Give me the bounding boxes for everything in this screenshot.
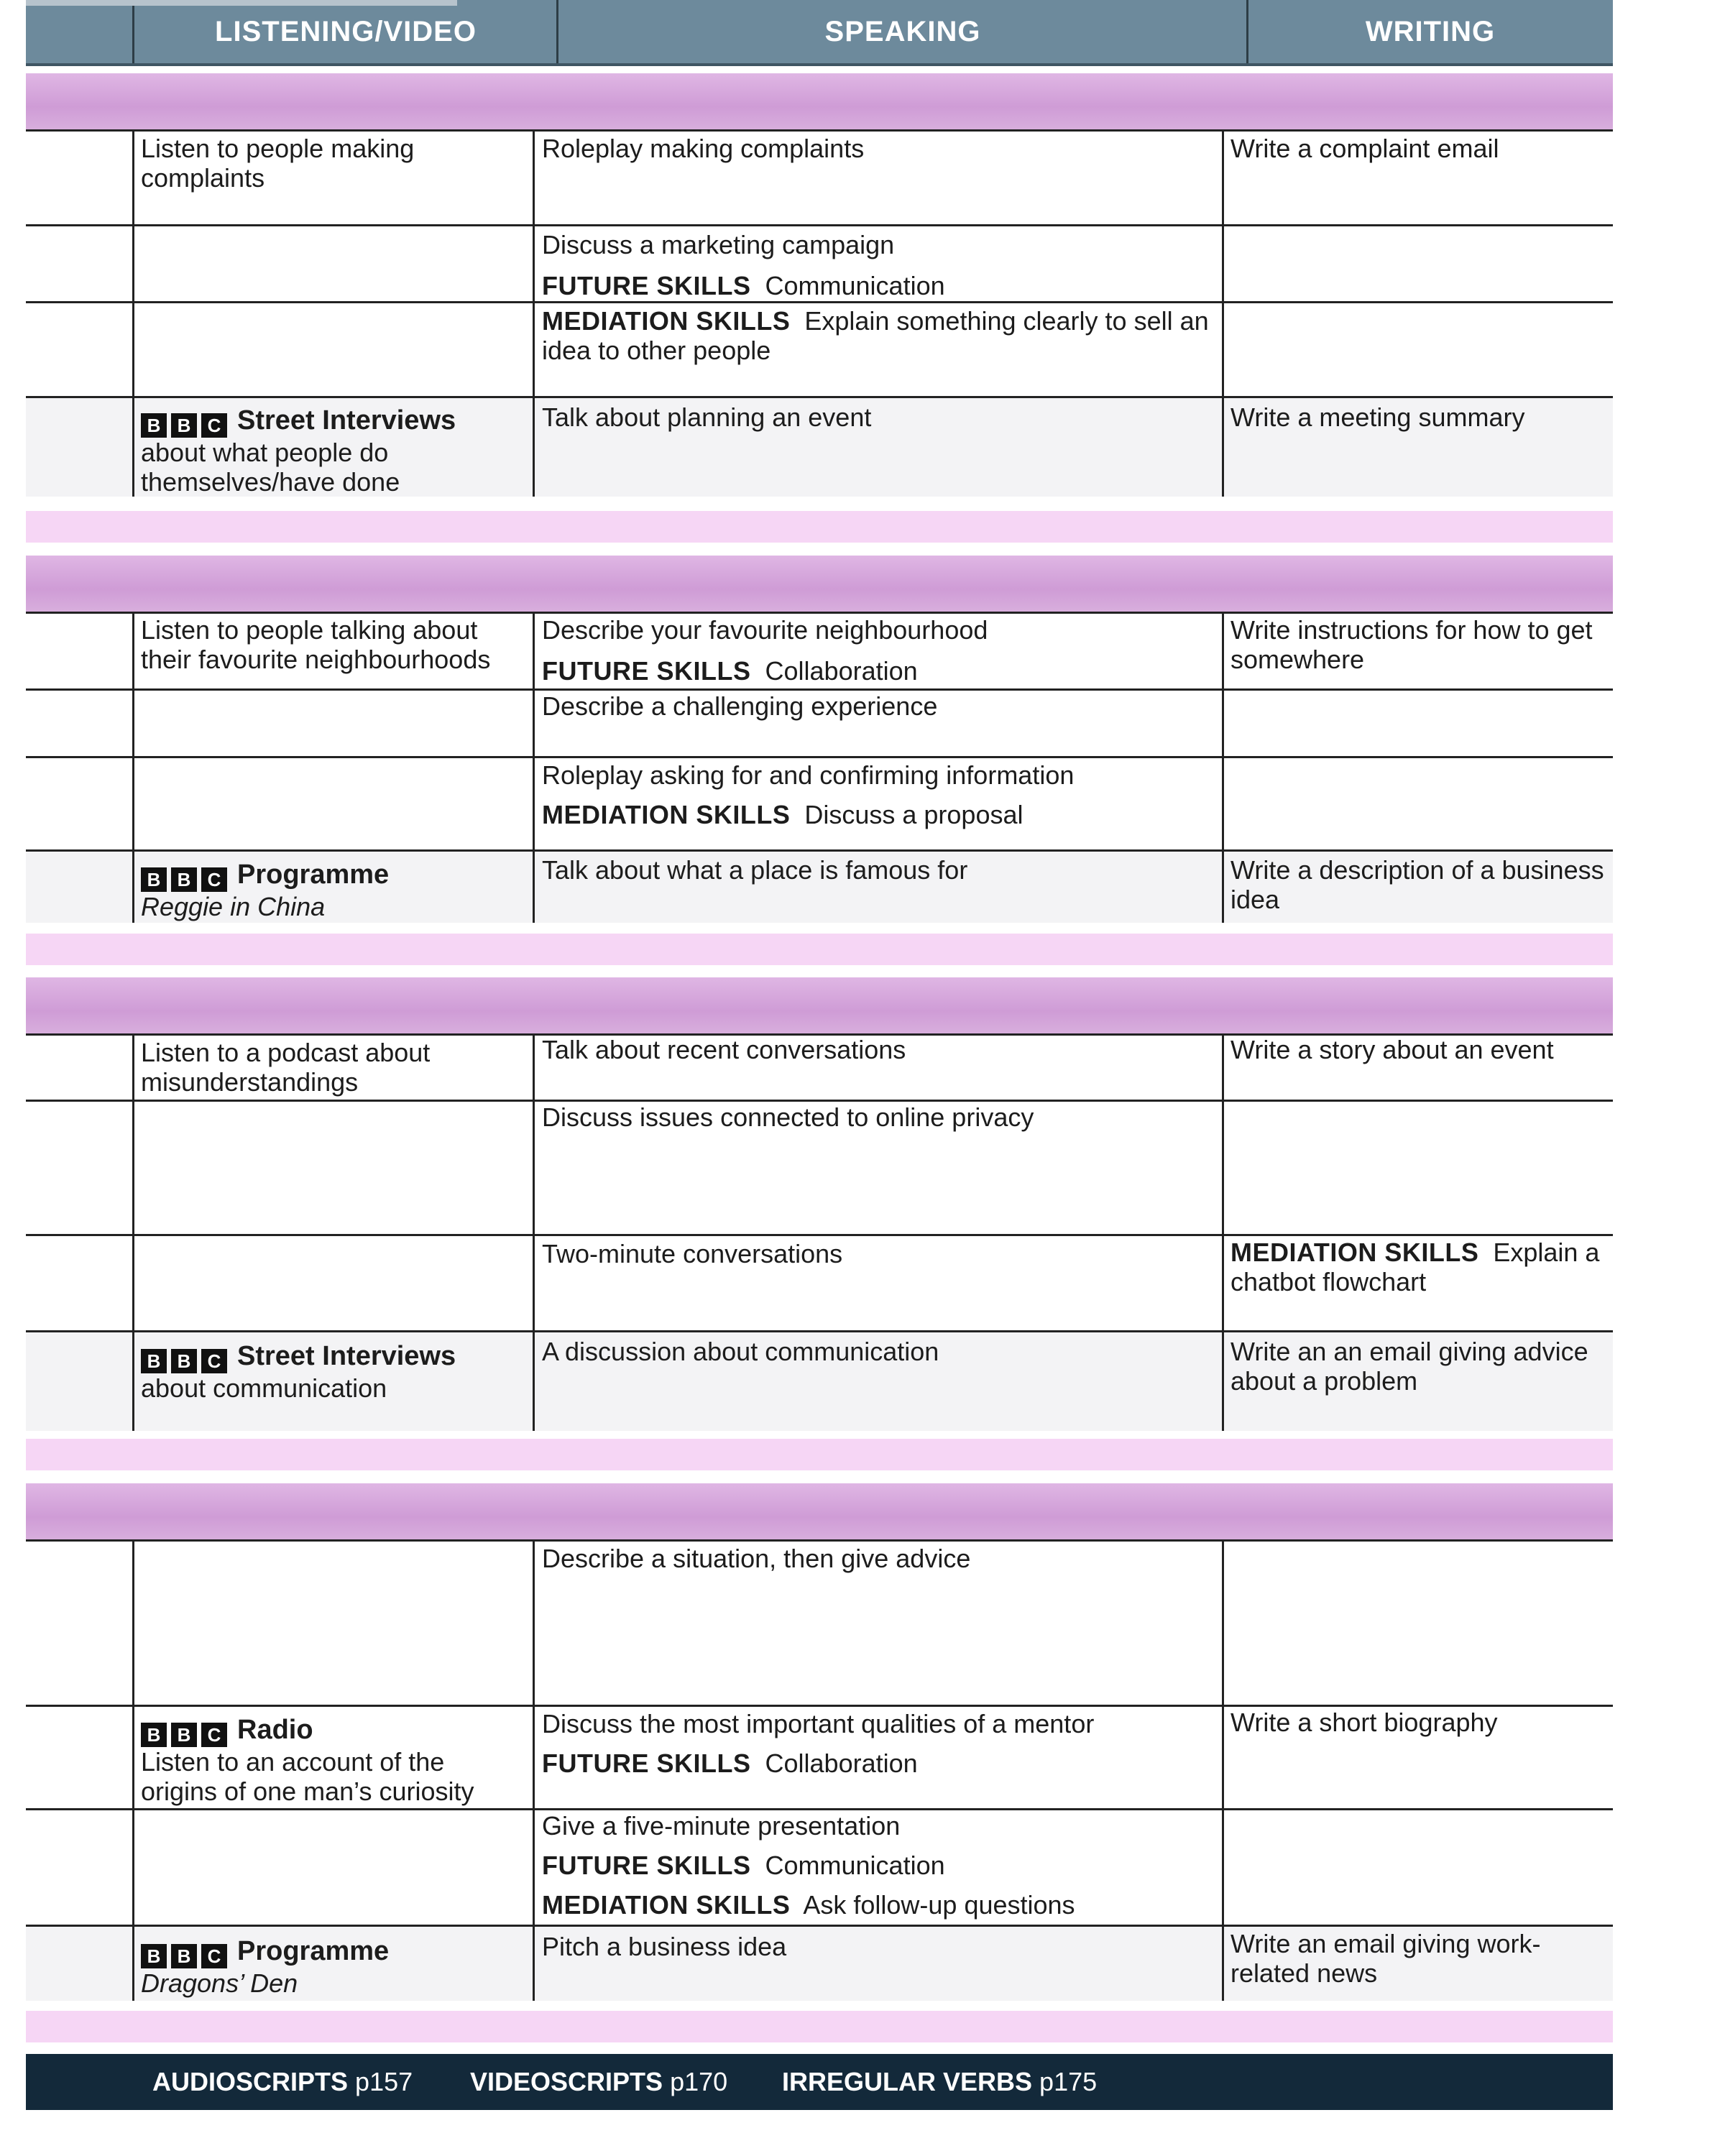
- mediation-skills-text: Ask follow-up questions: [803, 1890, 1075, 1920]
- header-divider: [132, 0, 134, 63]
- speaking-cell: [542, 855, 1210, 885]
- listening-cell: [141, 1715, 522, 1806]
- speaking-text: Describe a challenging experience: [542, 691, 938, 721]
- top-strip: [26, 0, 457, 6]
- writing-cell: [1230, 615, 1604, 674]
- col-divider: [533, 612, 535, 923]
- speaking-cell: [542, 306, 1210, 365]
- speaking-text: Talk about what a place is famous for: [542, 855, 968, 885]
- listening-text: Listen to an account of the origins of one man’s curiosity: [141, 1747, 474, 1806]
- future-skills-label: FUTURE SKILLS: [542, 656, 751, 686]
- writing-text: Write a story about an event: [1230, 1035, 1554, 1064]
- bbc-logo: B B C: [141, 413, 227, 438]
- writing-text: Write an an email giving advice about a problem: [1230, 1337, 1588, 1396]
- speaking-text: Talk about recent conversations: [542, 1035, 906, 1064]
- listening-text: Listen to people making complaints: [141, 134, 415, 193]
- future-skills-text: Communication: [765, 271, 945, 300]
- col-divider: [1222, 129, 1224, 497]
- footer-link-videoscripts[interactable]: VIDEOSCRIPTS p170: [470, 2067, 728, 2096]
- writing-cell: [1230, 1708, 1604, 1737]
- writing-cell: [1230, 1238, 1604, 1296]
- listening-cell: [141, 1936, 522, 1998]
- row-divider: [26, 1705, 1613, 1707]
- writing-text: Explain a chatbot flowchart: [1230, 1238, 1600, 1296]
- speaking-cell: [542, 1102, 1210, 1132]
- unit-band: [26, 977, 1613, 1033]
- speaking-text: Two-minute conversations: [542, 1239, 843, 1268]
- mediation-skills-label: MEDIATION SKILLS: [542, 306, 791, 336]
- speaking-text: Give a five-minute presentation: [542, 1811, 901, 1841]
- writing-cell: [1230, 1929, 1604, 1988]
- row-divider: [26, 1539, 1613, 1542]
- speaking-text: Discuss issues connected to online privacy: [542, 1102, 1034, 1132]
- unit-band: [26, 1483, 1613, 1539]
- speaking-cell: [542, 1337, 1210, 1366]
- speaking-cell: [542, 1932, 1210, 1961]
- col-divider: [533, 129, 535, 497]
- row-divider: [26, 849, 1613, 852]
- listening-text: about what people do themselves/have done: [141, 438, 400, 497]
- unit-separator: [26, 1439, 1613, 1470]
- speaking-text: A discussion about communication: [542, 1337, 939, 1366]
- bbc-logo: B B C: [141, 867, 227, 892]
- footer-link-irregular-verbs[interactable]: IRREGULAR VERBS p175: [782, 2067, 1098, 2096]
- col-divider: [1222, 612, 1224, 923]
- speaking-cell: [542, 1811, 1210, 1920]
- writing-cell: [1230, 1337, 1604, 1396]
- writing-text: Write a description of a business idea: [1230, 855, 1604, 914]
- listening-cell: [141, 405, 522, 497]
- mediation-skills-text: Discuss a proposal: [804, 800, 1024, 829]
- table-header: [26, 0, 1613, 66]
- speaking-text: Describe a situation, then give advice: [542, 1544, 971, 1573]
- unit-separator: [26, 511, 1613, 543]
- listening-text: Listen to people talking about their favourite neighbourhoods: [141, 615, 491, 674]
- future-skills-label: FUTURE SKILLS: [542, 271, 751, 300]
- speaking-cell: [542, 1239, 1210, 1268]
- listening-cell: [141, 860, 522, 921]
- speaking-cell: [542, 1035, 1210, 1064]
- writing-text: Write a short biography: [1230, 1708, 1498, 1737]
- speaking-cell: [542, 760, 1210, 829]
- writing-text: Write an email giving work-related news: [1230, 1929, 1541, 1988]
- column-header-speaking: SPEAKING: [824, 15, 981, 47]
- unit-band: [26, 73, 1613, 129]
- row-divider: [26, 1234, 1613, 1236]
- footer-link-audioscripts[interactable]: AUDIOSCRIPTS p157: [152, 2067, 413, 2096]
- row-divider: [26, 756, 1613, 758]
- speaking-text: Discuss the most important qualities of a mentor: [542, 1709, 1095, 1738]
- future-skills-label: FUTURE SKILLS: [542, 1851, 751, 1880]
- speaking-text: Discuss a marketing campaign: [542, 230, 895, 259]
- row-divider: [26, 129, 1613, 132]
- row-divider: [26, 1925, 1613, 1927]
- col-divider: [1222, 1033, 1224, 1431]
- column-header-writing: WRITING: [1365, 15, 1496, 47]
- speaking-cell: [542, 1544, 1210, 1573]
- bbc-type: Programme: [237, 860, 390, 890]
- unit-separator: [26, 2011, 1613, 2042]
- col-divider: [132, 612, 134, 923]
- footer-bar: [26, 2054, 1613, 2110]
- bbc-type: Street Interviews: [237, 405, 456, 436]
- speaking-text: Roleplay making complaints: [542, 134, 865, 163]
- programme-title: Reggie in China: [141, 892, 326, 921]
- column-header-listening: LISTENING/VIDEO: [215, 15, 477, 47]
- listening-cell: [141, 1038, 522, 1097]
- speaking-cell: [542, 230, 1210, 300]
- future-skills-text: Communication: [765, 1851, 945, 1880]
- col-divider: [132, 1033, 134, 1431]
- writing-cell: [1230, 402, 1604, 432]
- speaking-cell: [542, 134, 1210, 163]
- unit-band: [26, 556, 1613, 612]
- mediation-skills-label: MEDIATION SKILLS: [542, 1890, 791, 1920]
- mediation-skills-text: Explain something clearly to sell an idea to other people: [542, 306, 1209, 365]
- writing-cell: [1230, 1035, 1604, 1064]
- col-divider: [1222, 1539, 1224, 2001]
- bbc-logo: B B C: [141, 1349, 227, 1373]
- bbc-logo: B B C: [141, 1944, 227, 1968]
- bbc-type: Radio: [237, 1715, 313, 1745]
- row-divider: [26, 396, 1613, 398]
- future-skills-text: Collaboration: [765, 656, 918, 686]
- speaking-cell: [542, 402, 1210, 432]
- row-divider: [26, 1330, 1613, 1332]
- unit-separator: [26, 934, 1613, 965]
- col-divider: [533, 1539, 535, 2001]
- listening-cell: [141, 615, 522, 674]
- writing-cell: [1230, 855, 1604, 914]
- speaking-cell: [542, 615, 1210, 686]
- listening-text: about communication: [141, 1373, 387, 1403]
- mediation-skills-label: MEDIATION SKILLS: [542, 800, 791, 829]
- listening-cell: [141, 134, 522, 193]
- speaking-text: Describe your favourite neighbourhood: [542, 615, 988, 645]
- listening-cell: [141, 1341, 522, 1403]
- bbc-type: Street Interviews: [237, 1341, 456, 1371]
- col-divider: [132, 129, 134, 497]
- bbc-type: Programme: [237, 1936, 390, 1966]
- future-skills-text: Collaboration: [765, 1749, 918, 1778]
- future-skills-label: FUTURE SKILLS: [542, 1749, 751, 1778]
- header-divider: [556, 0, 558, 63]
- speaking-cell: [542, 1709, 1210, 1778]
- bbc-logo: B B C: [141, 1723, 227, 1747]
- programme-title: Dragons’ Den: [141, 1968, 298, 1998]
- speaking-text: Roleplay asking for and confirming information: [542, 760, 1075, 790]
- writing-text: Write a complaint email: [1230, 134, 1499, 163]
- speaking-cell: [542, 691, 1210, 721]
- row-divider: [26, 301, 1613, 303]
- col-divider: [533, 1033, 535, 1431]
- writing-text: Write a meeting summary: [1230, 402, 1525, 432]
- row-divider: [26, 1808, 1613, 1810]
- col-divider: [132, 1539, 134, 2001]
- row-divider: [26, 612, 1613, 614]
- speaking-text: Pitch a business idea: [542, 1932, 787, 1961]
- listening-text: Listen to a podcast about misunderstandings: [141, 1038, 431, 1097]
- header-divider: [1246, 0, 1248, 63]
- speaking-text: Talk about planning an event: [542, 402, 872, 432]
- writing-text: Write instructions for how to get somewhere: [1230, 615, 1593, 674]
- row-divider: [26, 688, 1613, 691]
- row-divider: [26, 224, 1613, 226]
- row-divider: [26, 1100, 1613, 1102]
- writing-cell: [1230, 134, 1604, 163]
- mediation-skills-label: MEDIATION SKILLS: [1230, 1238, 1479, 1267]
